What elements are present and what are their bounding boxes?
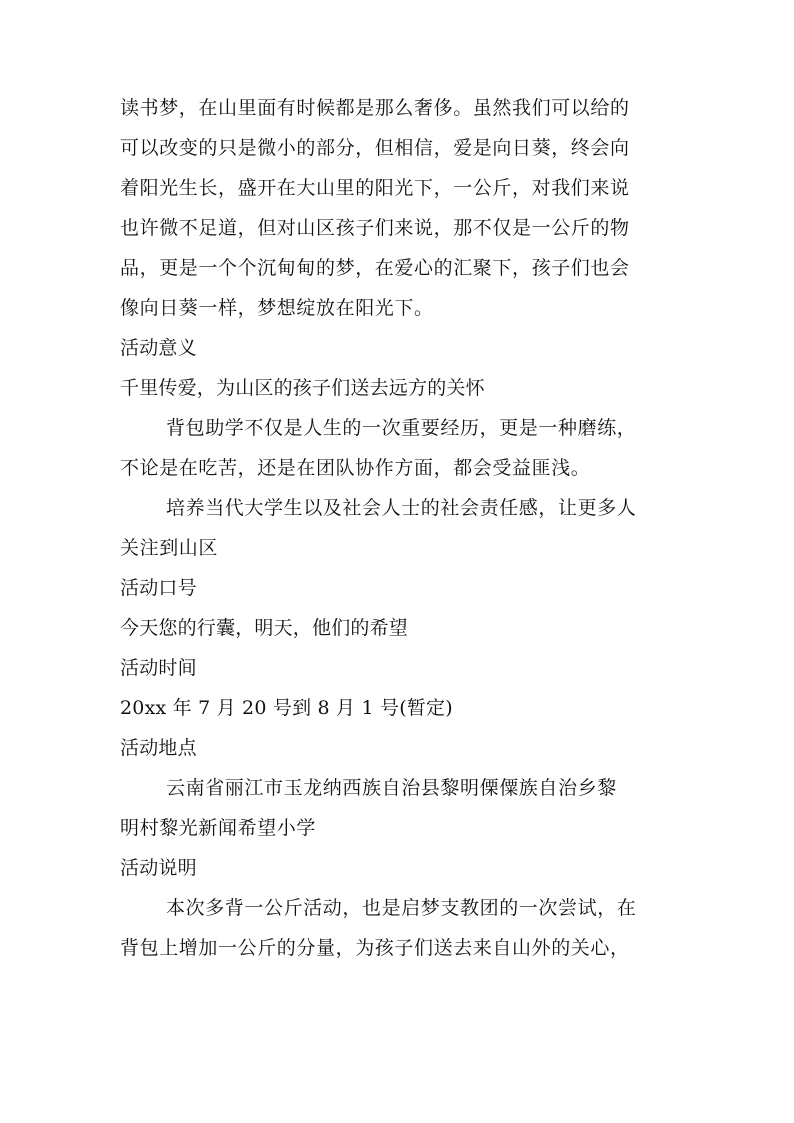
paragraph-line: 背包助学不仅是人生的一次重要经历，更是一种磨练， (166, 417, 637, 439)
paragraph-line: 20xx 年 7 月 20 号到 8 月 1 号(暂定) (120, 697, 453, 719)
document-page (120, 98, 680, 978)
paragraph-line: 不论是在吃苦，还是在团队协作方面，都会受益匪浅。 (120, 457, 591, 479)
paragraph-line: 可以改变的只是微小的部分，但相信，爱是向日葵，终会向 (120, 137, 630, 159)
section-heading-description: 活动说明 (120, 857, 197, 879)
paragraph-line: 背包上增加一公斤的分量，为孩子们送去来自山外的关心， (120, 937, 630, 959)
paragraph-line: 今天您的行囊，明天，他们的希望 (120, 617, 409, 639)
paragraph-line: 着阳光生长，盛开在大山里的阳光下，一公斤，对我们来说 (120, 177, 630, 199)
section-heading-slogan: 活动口号 (120, 577, 197, 599)
section-heading-location: 活动地点 (120, 737, 197, 759)
section-heading-significance: 活动意义 (120, 337, 197, 359)
paragraph-line: 千里传爱，为山区的孩子们送去远方的关怀 (120, 377, 485, 399)
paragraph-line: 培养当代大学生以及社会人士的社会责任感，让更多人 (166, 497, 637, 519)
paragraph-line: 品，更是一个个沉甸甸的梦，在爱心的汇聚下，孩子们也会 (120, 257, 630, 279)
paragraph-line: 像向日葵一样，梦想绽放在阳光下。 (120, 297, 434, 319)
paragraph-line: 也许微不足道，但对山区孩子们来说，那不仅是一公斤的物 (120, 217, 630, 239)
paragraph-line: 明村黎光新闻希望小学 (120, 817, 317, 839)
section-heading-time: 活动时间 (120, 657, 197, 679)
paragraph-line: 本次多背一公斤活动，也是启梦支教团的一次尝试，在 (166, 897, 637, 919)
paragraph-line: 云南省丽江市玉龙纳西族自治县黎明傈僳族自治乡黎 (166, 777, 617, 799)
paragraph-line: 关注到山区 (120, 537, 219, 559)
paragraph-line: 读书梦，在山里面有时候都是那么奢侈。虽然我们可以给的 (120, 97, 630, 119)
